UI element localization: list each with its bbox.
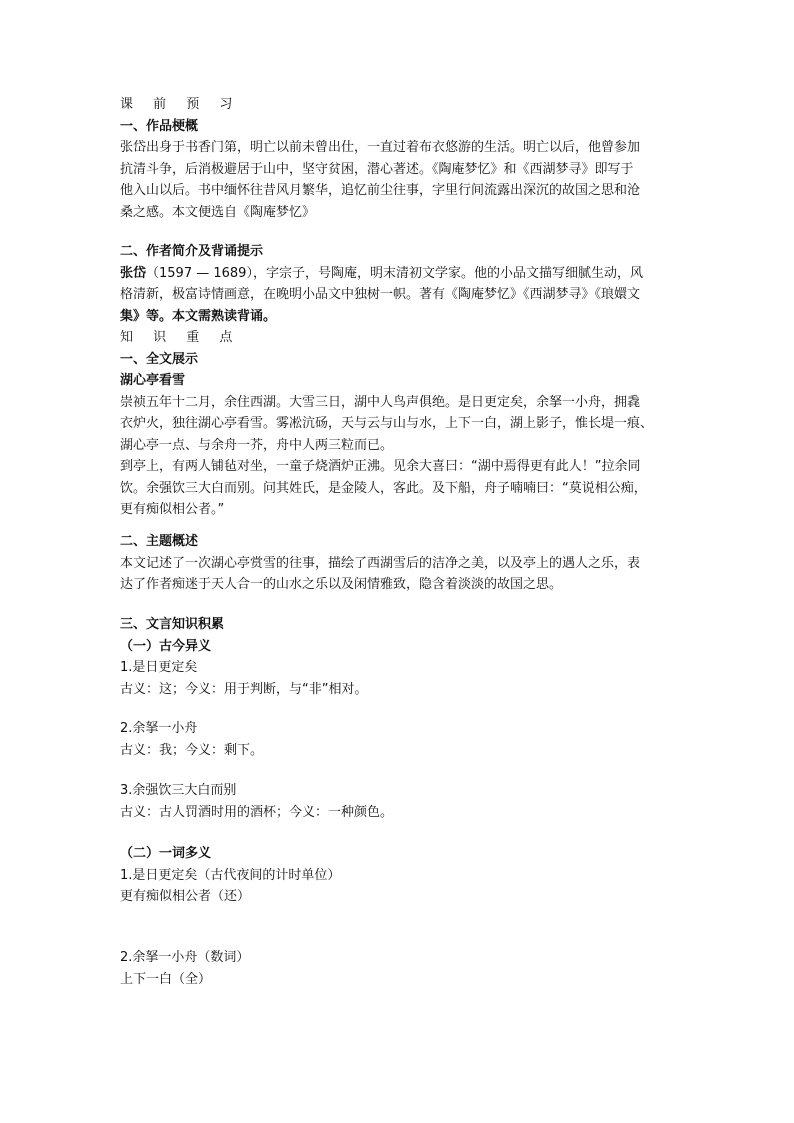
theme-line: 本文记述了一次湖心亭赏雪的往事，描绘了西湖雪后的洁净之美，以及亭上的遇人之乐，表 [120,555,641,571]
text-paragraph-line: 崇祯五年十二月，余住西湖。大雪三日，湖中人鸟声俱绝。是日更定矣，余拏一小舟，拥毳 [120,394,641,410]
author-section [120,241,680,327]
knowledge-section [120,327,680,521]
classical-knowledge-section [120,614,680,700]
list-item: 2.余拏一小舟（数词） [120,950,250,965]
preview-section [120,94,680,223]
synopsis-line: 张岱出身于书香门第，明亡以前未曾出仕，一直过着布衣悠游的生活。明亡以后，他曾参加 [120,140,641,155]
text-paragraph-line: 湖心亭一点、与余舟一芥，舟中人两三粒而已。 [120,437,394,453]
list-item: 2.余拏一小舟 [120,721,198,736]
text-paragraph-line: 到亭上，有两人铺毡对坐，一童子烧酒炉正沸。见余大喜曰：“湖中焉得更有此人！”拉余同 [120,459,641,474]
section-title-theme: 二、主题概述 [120,534,199,549]
subsection-title-ancient-modern: （一）古今异义 [120,638,212,654]
meaning-line: 古义：这；今义：用于判断，与“非”相对。 [120,681,368,697]
section-title-synopsis: 一、作品梗概 [120,118,199,134]
list-item: 3.余强饮三大白而别 [120,783,237,798]
list-item: 上下一白（全） [120,971,212,987]
text-paragraph-line: 衣炉火，独往湖心亭看雪。雾凇沆砀，天与云与山与水，上下一白，湖上影子，惟长堤一痕、 [120,416,654,431]
author-line: 格清新，极富诗情画意，在晚明小品文中独树一帜。著有《陶庵梦忆》《西湖梦寻》《琅嬛文 [120,287,641,302]
list-item: 1.是日更定矣（古代夜间的计时单位） [120,867,341,883]
section-title-fulltext: 一、全文展示 [120,351,199,367]
text-paragraph-line: 更有痴似相公者。” [120,502,225,517]
ancient-modern-item-2 [120,718,680,761]
synopsis-line: 桑之感。本文便选自《陶庵梦忆》 [120,204,316,220]
list-item: 1.是日更定矣 [120,660,198,675]
theme-line: 达了作者痴迷于天人合一的山水之乐以及闲情雅致，隐含着淡淡的故国之思。 [120,577,563,592]
theme-section [120,531,680,596]
recite-hint: 集》等。本文需熟读背诵。 [120,308,277,324]
synopsis-line: 抗清斗争，后消极避居于山中，坚守贫困，潜心著述。《陶庵梦忆》和《西湖梦寻》即写于 [120,161,634,177]
preview-heading: 课 前 预 习 [120,97,241,112]
text-paragraph-line: 饮。余强饮三大白而别。问其姓氏，是金陵人，客此。及下船，舟子喃喃曰：“莫说相公痴， [120,480,647,496]
list-item: 更有痴似相公者（还） [120,889,251,904]
text-title: 湖心亭看雪 [120,373,186,388]
meaning-line: 古义：古人罚酒时用的酒杯；今义：一种颜色。 [120,804,394,820]
meaning-line: 古义：我；今义：剩下。 [120,742,264,758]
author-line-rest: （1597 — 1689），字宗子，号陶庵，明末清初文学家。他的小品文描写细腻生动，风 [146,265,643,281]
polysemy-item-2 [120,947,680,990]
subsection-title-polysemy: （二）一词多义 [120,846,212,861]
knowledge-heading: 知 识 重 点 [120,330,241,345]
section-title-classical: 三、文言知识积累 [120,617,225,632]
synopsis-line: 他入山以后。书中缅怀往昔风月繁华，追忆前尘往事，字里行间流露出深沉的故国之思和沧 [120,183,641,198]
author-line [120,263,680,285]
ancient-modern-item-3 [120,780,680,823]
author-name: 张岱 [120,265,147,281]
polysemy-section [120,843,680,908]
section-title-author: 二、作者简介及背诵提示 [120,244,264,259]
